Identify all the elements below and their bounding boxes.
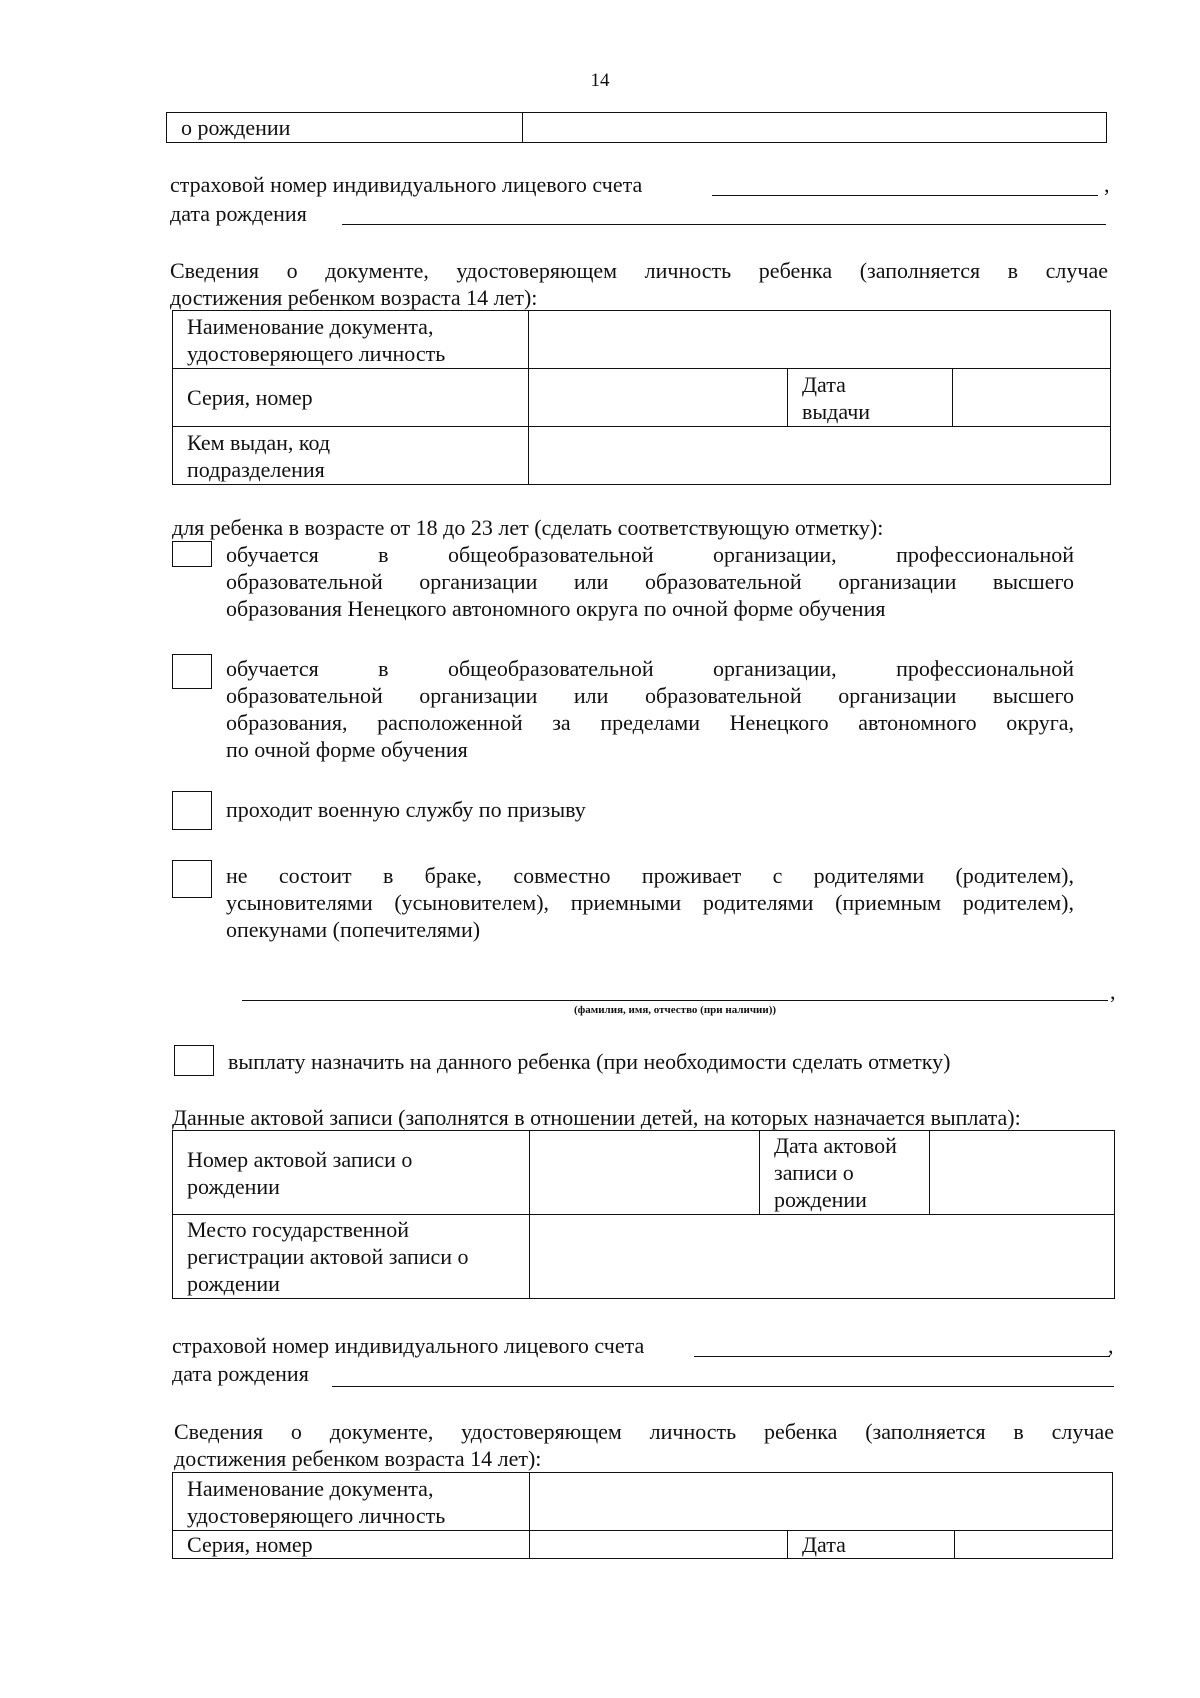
option-not-married-checkbox[interactable]	[172, 860, 212, 898]
option1-line: образовательной организации или образовательной организации высшего	[226, 569, 1074, 594]
birth-date-input-line-2[interactable]	[332, 1386, 1114, 1387]
issue-date-field[interactable]	[953, 369, 1111, 427]
birth-cert-label: о рождении	[167, 113, 523, 143]
snils-input-line[interactable]	[712, 195, 1098, 196]
snils-label: страховой номер индивидуального лицевого счета	[170, 172, 643, 197]
issue-date-field-2[interactable]	[955, 1531, 1113, 1559]
option4-line: опекунами (попечителями)	[226, 917, 481, 942]
doc-name-label-2-l1: Наименование документа,	[187, 1475, 434, 1501]
doc-name-label-l2: удостоверяющего личность	[187, 340, 446, 366]
option4-line: усыновителями (усыновителем), приемными родителями (приемным родителем),	[226, 890, 1074, 915]
act-number-label-l2: рождении	[187, 1173, 280, 1199]
birth-date-label-2: дата рождения	[172, 1361, 309, 1386]
act-number-label	[173, 1131, 530, 1215]
act-date-field[interactable]	[930, 1131, 1115, 1215]
issue-date-label-2: Дата	[788, 1531, 955, 1559]
option-study-outside-checkbox[interactable]	[172, 654, 212, 689]
act-date-label	[760, 1131, 930, 1215]
act-place-label-l2: регистрации актовой записи о	[187, 1244, 469, 1269]
birth-date-input-line[interactable]	[342, 224, 1106, 225]
doc-name-label-l1: Наименование документа,	[187, 313, 434, 339]
act-place-label-l3: рождении	[187, 1271, 280, 1296]
doc-name-label-2-l2: удостоверяющего личность	[187, 1502, 446, 1528]
page-number: 14	[590, 70, 610, 91]
act-date-label-l1: Дата актовой	[774, 1133, 897, 1158]
act-date-label-l3: рождении	[774, 1187, 867, 1212]
assign-payment-text: выплату назначить на данного ребенка (при необходимости сделать отметку)	[228, 1049, 951, 1074]
issued-by-label	[173, 427, 529, 485]
issued-by-field[interactable]	[529, 427, 1111, 485]
birth-date-label: дата рождения	[170, 201, 307, 226]
birth-certificate-table-fragment	[166, 112, 1107, 143]
assign-payment-checkbox[interactable]	[174, 1045, 214, 1076]
issue-date-label	[788, 369, 953, 427]
act-place-label-l1: Место государственной	[187, 1217, 409, 1242]
series-number-label: Серия, номер	[173, 369, 529, 427]
id-doc-intro-line1: Сведения о документе, удостоверяющем личность ребенка (заполняется в случае	[170, 258, 1108, 283]
option2-line: по очной форме обучения	[226, 737, 468, 762]
snils-comma: ,	[1104, 172, 1110, 197]
act-number-field[interactable]	[530, 1131, 760, 1215]
option-study-outside-text	[226, 655, 1074, 763]
option2-line: образования, расположенной за пределами Ненецкого автономного округа,	[226, 710, 1074, 735]
option1-line: образования Ненецкого автономного округа по очной форме обучения	[226, 596, 886, 621]
act-place-field[interactable]	[530, 1215, 1115, 1299]
issue-date-label-l1: Дата	[802, 371, 846, 397]
option4-line: не состоит в браке, совместно проживает с родителями (родителем),	[226, 863, 1074, 888]
doc-name-field[interactable]	[529, 311, 1111, 369]
fio-caption: (фамилия, имя, отчество (при наличии))	[573, 1004, 777, 1016]
issued-by-label-l2: подразделения	[187, 456, 325, 482]
series-number-label-2: Серия, номер	[173, 1531, 530, 1559]
option2-line: обучается в общеобразовательной организации, профессиональной	[226, 656, 1074, 681]
snils-input-line-2[interactable]	[694, 1356, 1110, 1357]
snils-comma-2: ,	[1108, 1333, 1114, 1358]
snils-label-2: страховой номер индивидуального лицевого счета	[172, 1333, 645, 1358]
id-doc-intro-2-line1: Сведения о документе, удостоверяющем личность ребенка (заполняется в случае	[174, 1419, 1114, 1444]
act-record-intro: Данные актовой записи (заполнятся в отношении детей, на которых назначается выплата):	[172, 1105, 1021, 1130]
doc-name-label-2	[173, 1473, 530, 1531]
act-date-label-l2: записи о	[774, 1160, 854, 1185]
option2-line: образовательной организации или образовательной организации высшего	[226, 683, 1074, 708]
option-military-text: проходит военную службу по призыву	[226, 797, 586, 822]
act-number-label-l1: Номер актовой записи о	[187, 1146, 413, 1172]
age-18-23-heading: для ребенка в возрасте от 18 до 23 лет (сделать соответствующую отметку):	[172, 515, 884, 540]
issue-date-label-l2: выдачи	[802, 398, 871, 424]
option-military-checkbox[interactable]	[172, 791, 212, 830]
series-number-field[interactable]	[529, 369, 788, 427]
id-document-table	[172, 310, 1111, 485]
act-record-table	[172, 1130, 1115, 1299]
fio-input-line[interactable]	[242, 1000, 1108, 1001]
fio-comma: ,	[1110, 979, 1116, 1004]
series-number-field-2[interactable]	[530, 1531, 788, 1559]
doc-name-field-2[interactable]	[530, 1473, 1113, 1531]
id-doc-intro-line2: достижения ребенком возраста 14 лет):	[170, 285, 538, 310]
issued-by-label-l1: Кем выдан, код	[187, 429, 331, 455]
id-doc-intro-2-line2: достижения ребенком возраста 14 лет):	[174, 1446, 542, 1471]
option-study-nao-text	[226, 541, 1074, 622]
doc-name-label	[173, 311, 529, 369]
act-place-label	[173, 1215, 530, 1299]
option-not-married-text	[226, 862, 1074, 943]
birth-cert-value-field[interactable]	[523, 113, 1107, 143]
option1-line: обучается в общеобразовательной организации, профессиональной	[226, 542, 1074, 567]
id-document-table-2	[172, 1472, 1113, 1559]
option-study-nao-checkbox[interactable]	[172, 541, 212, 567]
